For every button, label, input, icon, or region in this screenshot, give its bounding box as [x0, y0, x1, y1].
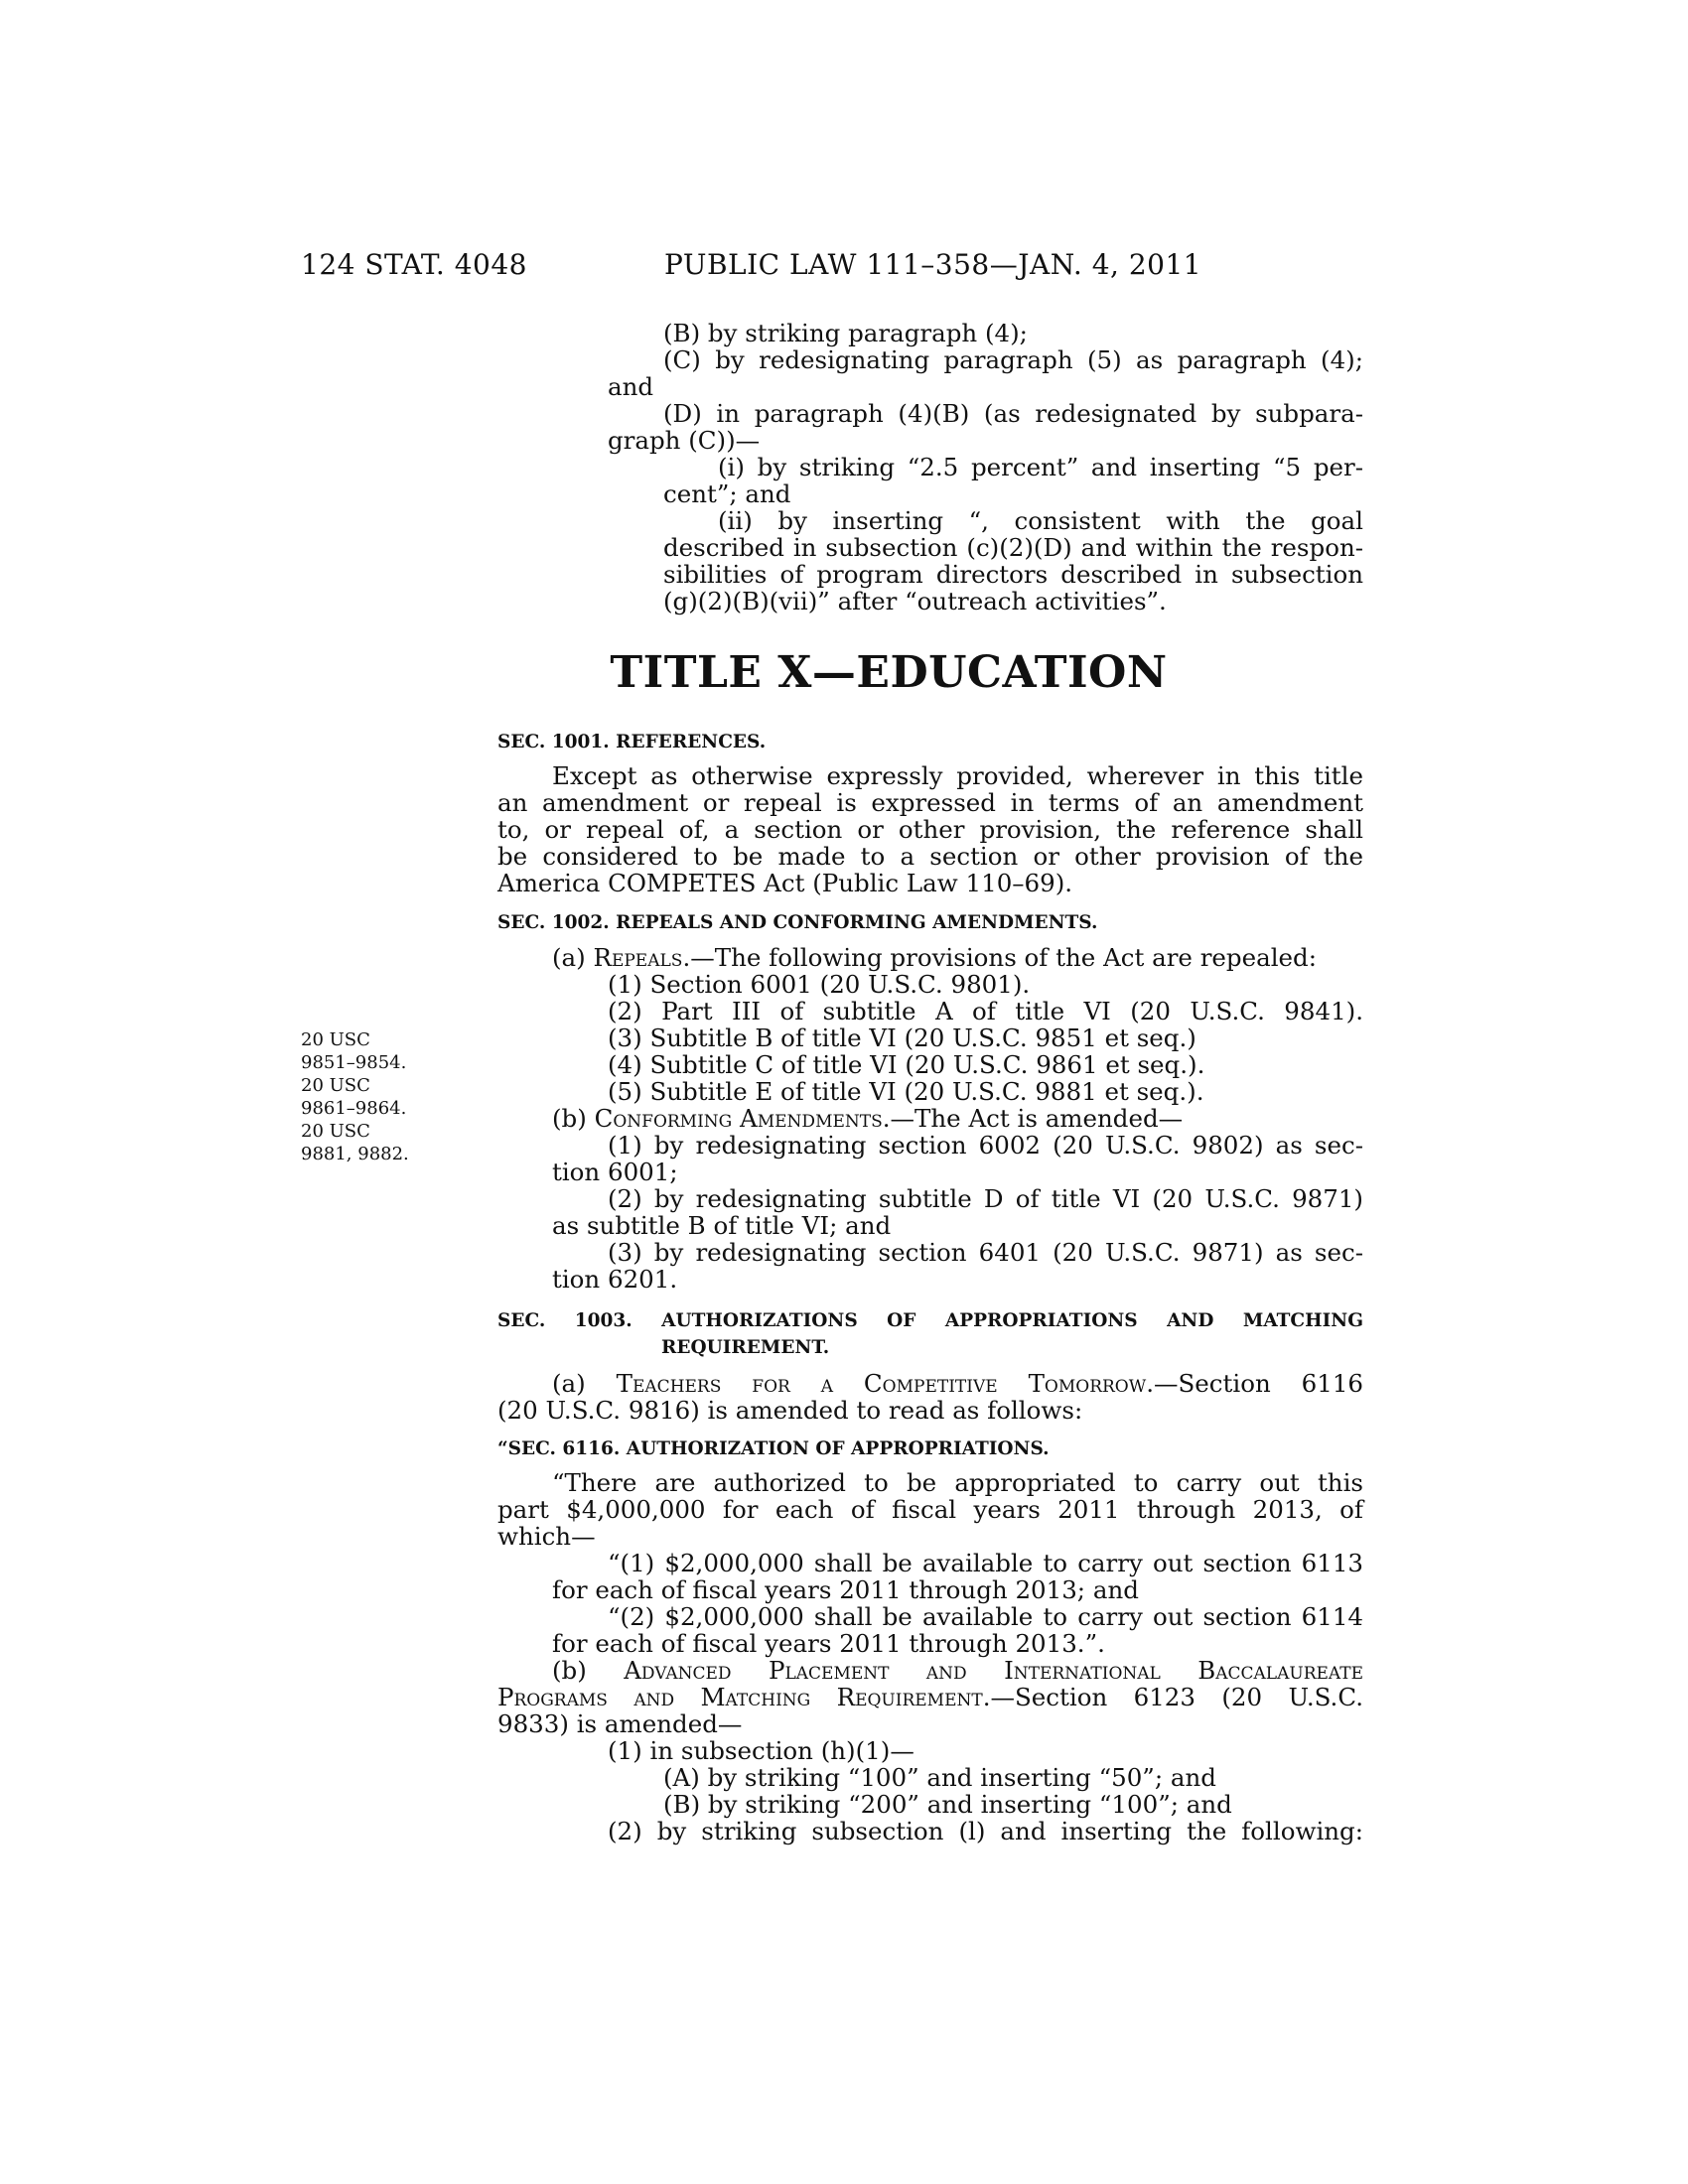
prior-item-ii-cont-1: described in subsection (c)(2)(D) and within the respon- [663, 533, 1363, 562]
prior-item-ii-cont-3: (g)(2)(B)(vii)” after “outreach activities”. [663, 587, 1167, 615]
prior-item-c-cont: and [608, 372, 654, 401]
sec-1003-b-text: .—Section 6123 (20 U.S.C. [982, 1683, 1363, 1711]
sec-1002-a-2: (2) Part III of subtitle A of title VI (20 U.S.C. 9841). [608, 997, 1363, 1025]
sec-1001-text-2: an amendment or repeal is expressed in terms of an amendment [497, 788, 1363, 817]
quoted-text-1: “There are authorized to be appropriated to carry out this [552, 1468, 1363, 1497]
sec-1001-heading: SEC. 1001. REFERENCES. [497, 732, 767, 752]
quoted-text-2: part $4,000,000 for each of fiscal years 2011 through 2013, of [497, 1495, 1363, 1524]
sec-1002-a-text: .—The following provisions of the Act are repealed: [682, 943, 1317, 972]
sec-1001-text-4: be considered to be made to a section or other provision of the [497, 842, 1363, 871]
sec-1002-b-caption: Conforming Amendments [594, 1104, 883, 1133]
sec-1002-a-4: (4) Subtitle C of title VI (20 U.S.C. 9861 et seq.). [608, 1050, 1205, 1079]
sec-1002-b [552, 1105, 1183, 1132]
sec-1003-b-1-b: (B) by striking “200” and inserting “100”; and [663, 1790, 1232, 1819]
sec-1003-b-cont-2: 9833) is amended— [497, 1709, 743, 1738]
sec-1002-heading: SEC. 1002. REPEALS AND CONFORMING AMENDMENTS. [497, 912, 1098, 933]
sec-1002-b-2: (2) by redesignating subtitle D of title VI (20 U.S.C. 9871) [608, 1184, 1363, 1213]
sec-1001-text-3: to, or repeal of, a section or other provision, the reference shall [497, 815, 1363, 844]
sec-1002-a-3: (3) Subtitle B of title VI (20 U.S.C. 9851 et seq.) [608, 1024, 1196, 1052]
prior-item-d: (D) in paragraph (4)(B) (as redesignated by subpara- [663, 399, 1363, 428]
sec-1002-b-2-cont: as subtitle B of title VI; and [552, 1211, 892, 1240]
sec-1003-b-1: (1) in subsection (h)(1)— [608, 1736, 914, 1765]
sec-1002-b-3: (3) by redesignating section 6401 (20 U.S.C. 9871) as sec- [608, 1238, 1363, 1267]
quoted-sec-6116-heading: “SEC. 6116. AUTHORIZATION OF APPROPRIATIONS. [497, 1438, 1050, 1459]
sec-1003-b [552, 1657, 1363, 1684]
sec-1003-a-text: .—Section 6116 [1146, 1369, 1363, 1398]
sec-1003-a-cont: (20 U.S.C. 9816) is amended to read as follows: [497, 1396, 1083, 1425]
sec-1002-a [552, 944, 1317, 971]
sec-1002-b-1: (1) by redesignating section 6002 (20 U.S.C. 9802) as sec- [608, 1131, 1363, 1160]
quoted-para-2: “(2) $2,000,000 shall be available to carry out section 6114 [608, 1602, 1363, 1631]
sec-1001-text-5: America COMPETES Act (Public Law 110–69). [497, 869, 1073, 897]
sec-1002-b-text: .—The Act is amended— [882, 1104, 1184, 1133]
margin-citation-note: 20 USC 9851–9854. 20 USC 9861–9864. 20 USC 9881, 9882. [301, 1029, 409, 1164]
sec-1003-b-caption-2: Programs and Matching Requirement [497, 1683, 983, 1711]
prior-item-i: (i) by striking “2.5 percent” and inserting “5 per- [718, 453, 1363, 481]
sec-1002-a-1: (1) Section 6001 (20 U.S.C. 9801). [608, 970, 1031, 999]
prior-item-ii-cont-2: sibilities of program directors described in subsection [663, 560, 1363, 589]
sec-1002-b-1-cont: tion 6001; [552, 1158, 678, 1186]
sec-1002-b-3-cont: tion 6201. [552, 1265, 678, 1294]
sec-1003-heading-1: SEC. 1003. AUTHORIZATIONS OF APPROPRIATIONS AND MATCHING [497, 1310, 1363, 1331]
sec-1003-a-label: (a) [552, 1369, 617, 1398]
prior-item-c: (C) by redesignating paragraph (5) as paragraph (4); [663, 345, 1363, 374]
sec-1003-a [552, 1370, 1363, 1397]
statute-page-number: 124 STAT. 4048 [301, 248, 527, 281]
public-law-title: PUBLIC LAW 111–358—JAN. 4, 2011 [664, 248, 1202, 281]
sec-1003-b-cont-1 [497, 1684, 1363, 1710]
page-header [301, 248, 1363, 288]
sec-1002-a-5: (5) Subtitle E of title VI (20 U.S.C. 9881 et seq.). [608, 1077, 1204, 1106]
sec-1003-heading-2: REQUIREMENT. [661, 1337, 830, 1358]
prior-item-ii: (ii) by inserting “, consistent with the goal [718, 506, 1363, 535]
sec-1002-a-caption: Repeals [593, 943, 683, 972]
sec-1003-b-1-a: (A) by striking “100” and inserting “50”; and [663, 1763, 1216, 1792]
title-heading: TITLE X—EDUCATION [610, 647, 1168, 698]
sec-1003-b-2: (2) by striking subsection (l) and inserting the following: [608, 1817, 1363, 1845]
prior-item-b: (B) by striking paragraph (4); [663, 319, 1028, 347]
quoted-text-3: which— [497, 1522, 596, 1551]
sec-1002-a-label: (a) [552, 943, 594, 972]
sec-1002-b-label: (b) [552, 1104, 595, 1133]
sec-1003-b-caption-1: Advanced Placement and International Baccalaureate [624, 1656, 1363, 1685]
sec-1003-a-caption: Teachers for a Competitive Tomorrow [616, 1369, 1147, 1398]
sec-1001-text-1: Except as otherwise expressly provided, wherever in this title [552, 761, 1363, 790]
quoted-para-1-cont: for each of fiscal years 2011 through 2013; and [552, 1575, 1139, 1604]
sec-1003-b-label: (b) [552, 1656, 625, 1685]
quoted-para-1: “(1) $2,000,000 shall be available to carry out section 6113 [608, 1549, 1363, 1577]
quoted-para-2-cont: for each of fiscal years 2011 through 2013.”. [552, 1629, 1105, 1658]
prior-item-i-cont: cent”; and [663, 479, 791, 508]
prior-item-d-cont: graph (C))— [608, 426, 761, 455]
